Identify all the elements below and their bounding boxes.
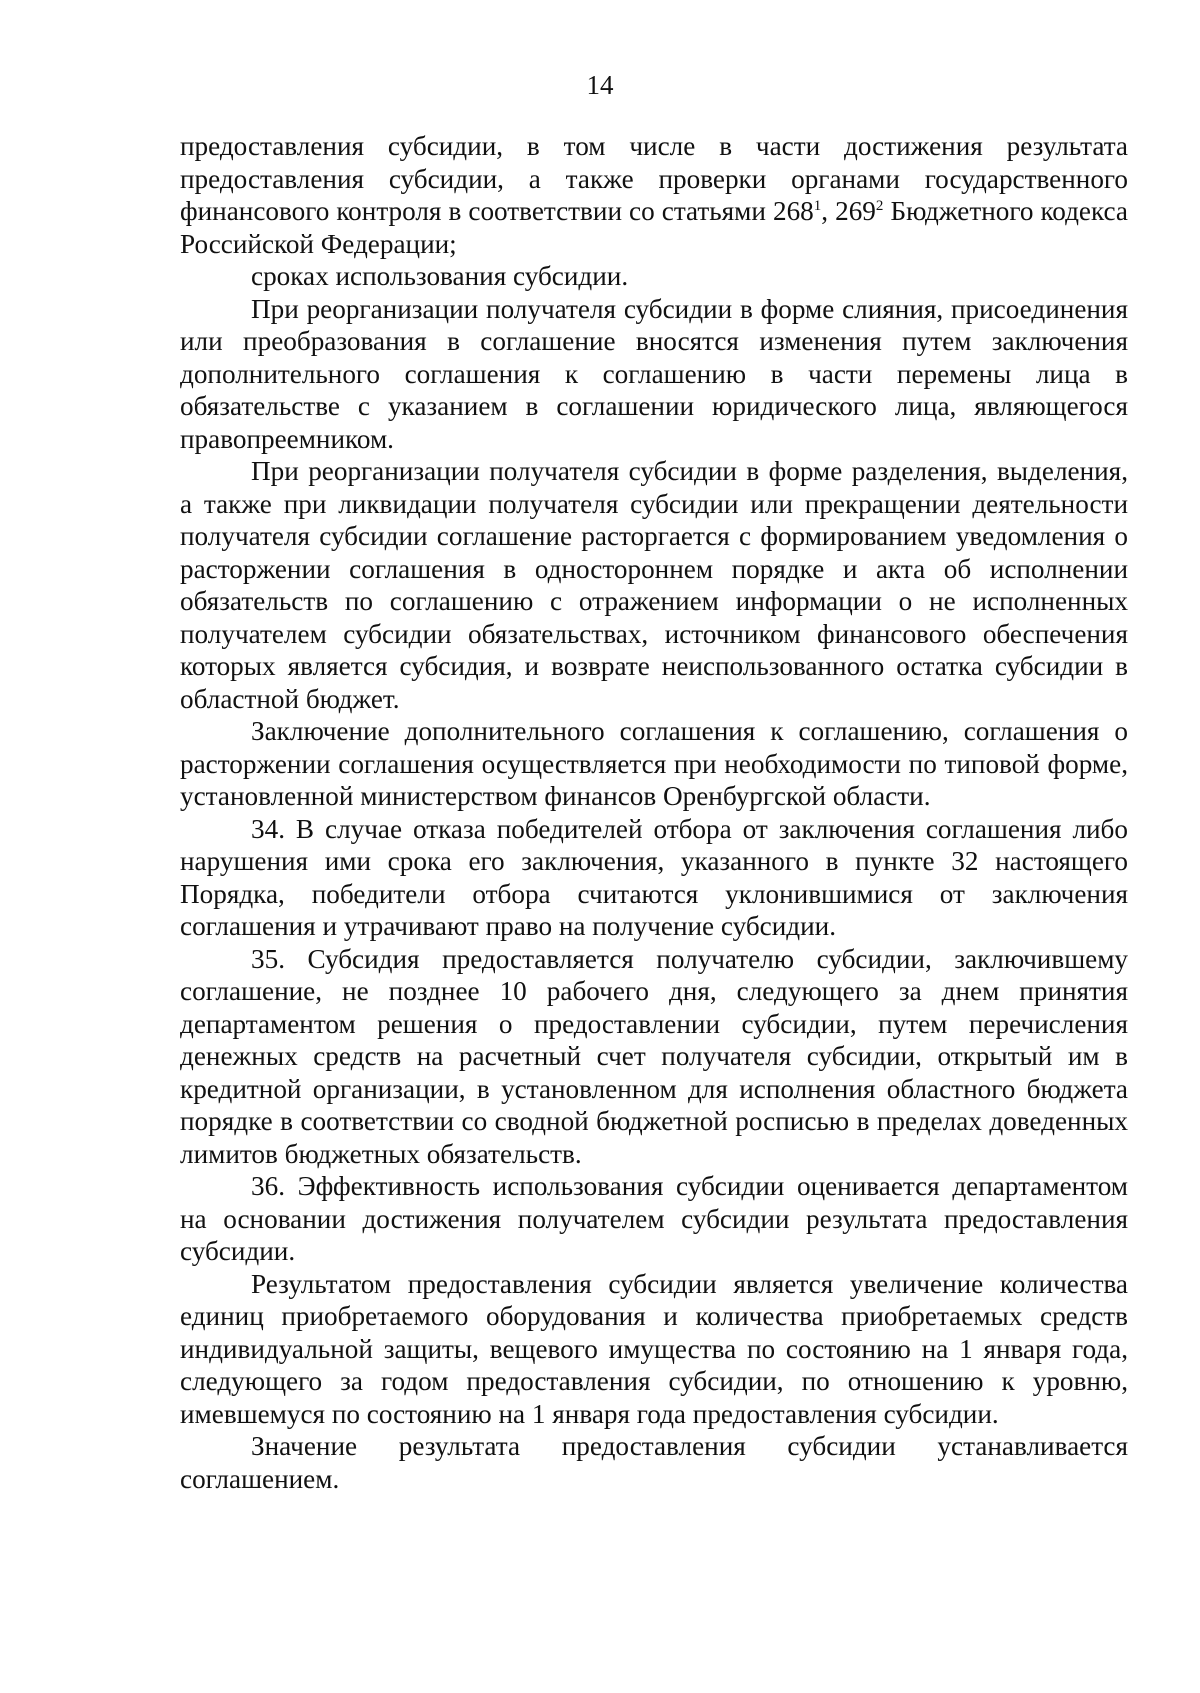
- paragraph-result-value: Значение результата предоставления субсидии устанавливается соглашением.: [180, 1431, 1128, 1494]
- paragraph-item-35: 35. Субсидия предоставляется получателю субсидии, заключившему соглашение, не позднее 10 рабочего дня, следующего за днем принятия департаментом решения о предоставлении субсидии, путем перечисления денежных средств на расчетный счет получателя субсидии, открытый им в кредитной организации, в установленном для исполнения областного бюджета порядке в соответствии со сводной бюджетной росписью в пределах доведенных лимитов бюджетных обязательств.: [180, 943, 1128, 1169]
- paragraph-result: Результатом предоставления субсидии является увеличение количества единиц приобретаемого оборудования и количества приобретаемых средств индивидуальной защиты, вещевого имущества по состоянию на 1 января года, следующего за годом предоставления субсидии, по отношению к уровню, имевшемуся по состоянию на 1 января года предоставления субсидии.: [180, 1268, 1128, 1429]
- superscript-1: 1: [813, 198, 822, 214]
- document-body: [180, 130, 1128, 1495]
- paragraph-item-36: 36. Эффективность использования субсидии оценивается департаментом на основании достижения получателем субсидии результата предоставления субсидии.: [180, 1171, 1128, 1266]
- paragraph-1-text-a: предоставления субсидии, в том числе в части достижения результата предоставления субсидии, а также проверки органами государственного финансового контроля в соответствии со статьями 268: [180, 131, 1128, 226]
- paragraph-1-text-c: Бюджетного кодекса Российской Федерации;: [180, 196, 1128, 259]
- paragraph-1-text-b: , 269: [821, 196, 876, 226]
- superscript-2: 2: [875, 198, 884, 214]
- paragraph-5: Заключение дополнительного соглашения к соглашению, соглашения о расторжении соглашения осуществляется при необходимости по типовой форме, установленной министерством финансов Оренбургской области.: [180, 716, 1128, 811]
- paragraph-4: При реорганизации получателя субсидии в форме разделения, выделения, а также при ликвидации получателя субсидии или прекращении деятельности получателя субсидии соглашение расторгается с формированием уведомления о расторжении соглашения в одностороннем порядке и акта об исполнении обязательств по соглашению с отражением информации о не исполненных получателем субсидии обязательствах, источником финансового обеспечения которых является субсидия, и возврате неиспользованного остатка субсидии в областной бюджет.: [180, 456, 1128, 714]
- paragraph-3: При реорганизации получателя субсидии в форме слияния, присоединения или преобразования в соглашение вносятся изменения путем заключения дополнительного соглашения к соглашению в части перемены лица в обязательстве с указанием в соглашении юридического лица, являющегося правопреемником.: [180, 293, 1128, 454]
- paragraph-item-34: 34. В случае отказа победителей отбора от заключения соглашения либо нарушения ими срока его заключения, указанного в пункте 32 настоящего Порядка, победители отбора считаются уклонившимися от заключения соглашения и утрачивают право на получение субсидии.: [180, 813, 1128, 941]
- paragraph-2: сроках использования субсидии.: [251, 261, 629, 291]
- page-number: 14: [586, 70, 614, 100]
- paragraph-1: [180, 130, 1128, 260]
